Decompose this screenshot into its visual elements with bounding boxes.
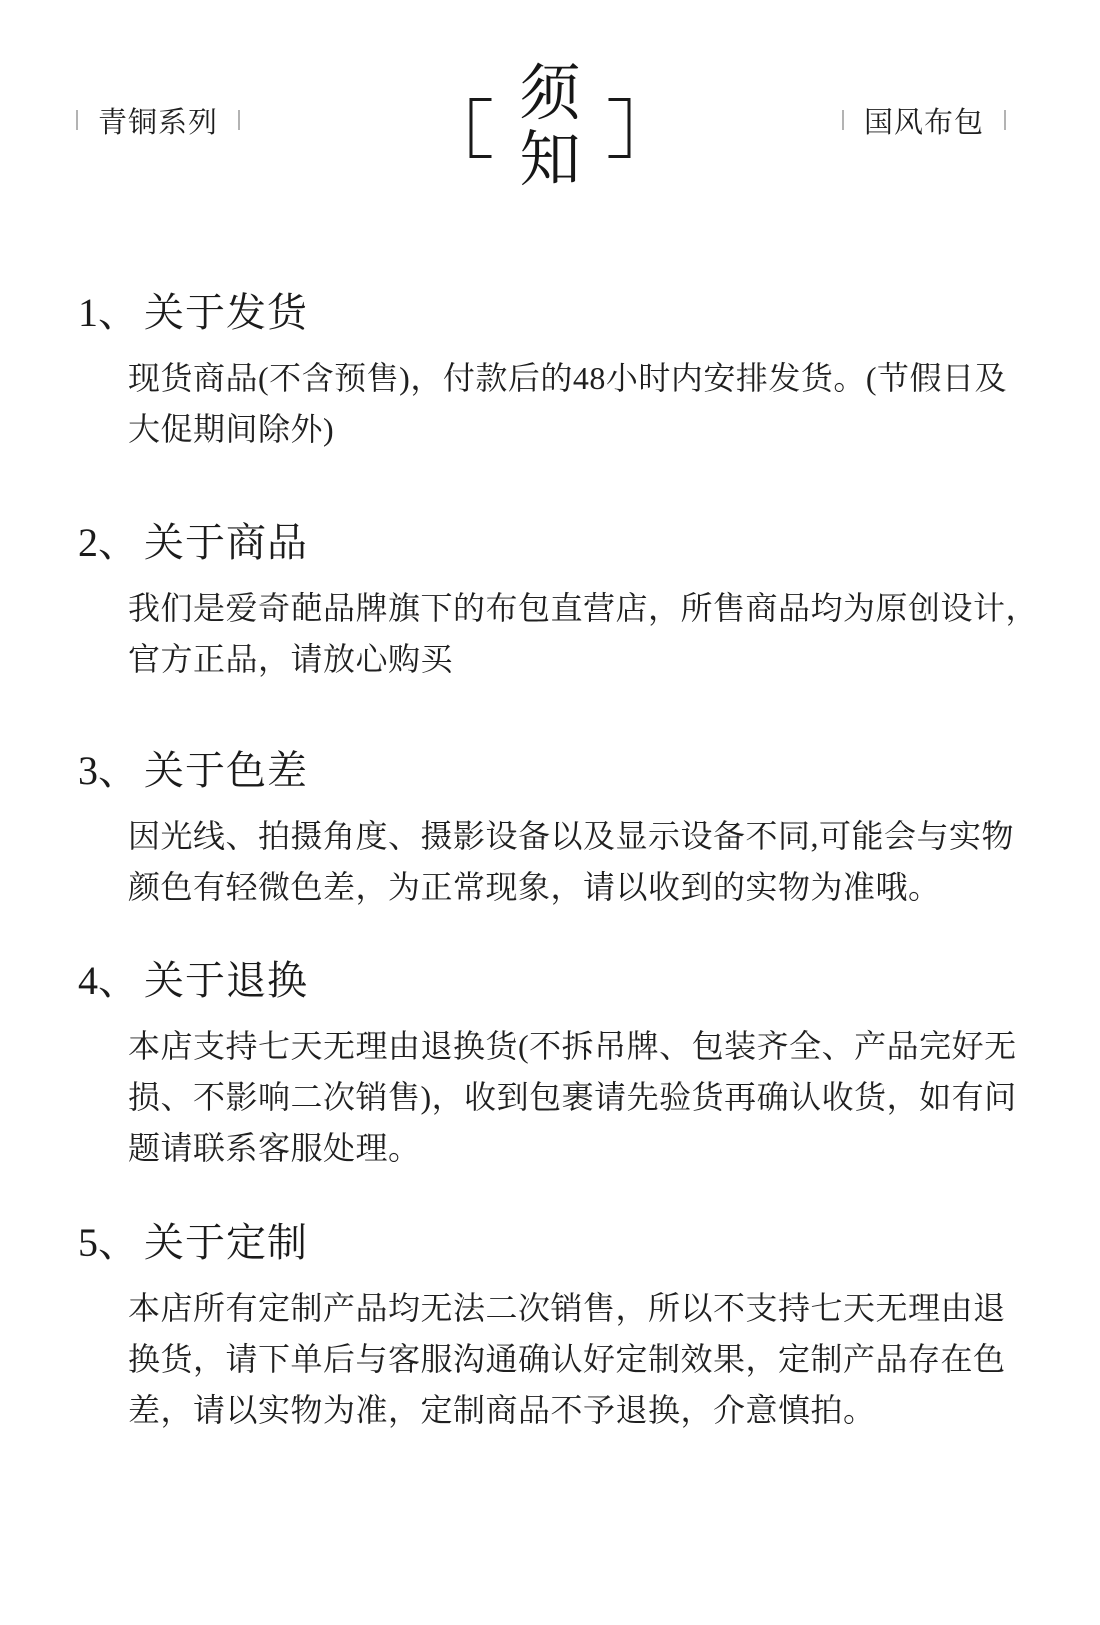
left-bracket-icon [469,98,491,158]
category-label-text: 国风布包 [863,106,984,139]
tick-divider-icon [76,110,78,130]
section-customization [0,1221,1100,1436]
section-number: 1、 [78,290,138,335]
body-line: 本店支持七天无理由退换货(不拆吊牌、包装齐全、产品完好无 [128,1028,1017,1064]
category-label [842,100,1006,140]
section-number: 2、 [78,520,138,565]
section-number: 4、 [78,958,138,1003]
title-char: 须 [519,61,581,128]
section-heading [0,521,1100,565]
body-line: 大促期间除外) [128,411,335,447]
section-heading [0,291,1100,335]
tick-divider-icon [238,110,240,130]
body-line: 换货，请下单后与客服沟通确认好定制效果，定制产品存在色 [128,1341,1006,1377]
section-title: 关于色差 [144,748,308,793]
series-label-text: 青铜系列 [98,106,219,139]
tick-divider-icon [1004,110,1006,130]
section-body [0,1021,1100,1174]
body-line: 本店所有定制产品均无法二次销售，所以不支持七天无理由退 [128,1290,1006,1326]
right-bracket-icon [609,98,631,158]
tick-divider-icon [842,110,844,130]
body-line: 官方正品，请放心购买 [128,641,454,677]
body-line: 颜色有轻微色差，为正常现象，请以收到的实物为准哦。 [128,869,941,905]
body-line: 现货商品(不含预售)，付款后的48小时内安排发货。(节假日及 [128,360,1007,396]
page-title [469,62,630,194]
section-body [0,583,1100,685]
body-line: 我们是爱奇葩品牌旗下的布包直营店，所售商品均为原创设计， [128,590,1039,626]
section-title: 关于发货 [144,290,308,335]
section-heading [0,959,1100,1003]
section-title: 关于定制 [144,1220,308,1265]
section-body [0,353,1100,455]
title-char: 知 [519,127,581,194]
body-line: 题请联系客服处理。 [128,1130,421,1166]
section-number: 3、 [78,748,138,793]
series-label [76,100,240,140]
body-line: 因光线、拍摄角度、摄影设备以及显示设备不同,可能会与实物 [128,818,1015,854]
section-color-difference [0,749,1100,913]
body-line: 差，请以实物为准，定制商品不予退换，介意慎拍。 [128,1392,876,1428]
section-title: 关于退换 [144,958,308,1003]
section-heading [0,1221,1100,1265]
body-line: 损、不影响二次销售)，收到包裹请先验货再确认收货，如有问 [128,1079,1017,1115]
section-shipping [0,291,1100,455]
section-products [0,521,1100,685]
section-returns [0,959,1100,1174]
section-title: 关于商品 [144,520,308,565]
page-title-text [519,62,580,194]
section-heading [0,749,1100,793]
section-body [0,811,1100,913]
section-body [0,1283,1100,1436]
section-number: 5、 [78,1220,138,1265]
